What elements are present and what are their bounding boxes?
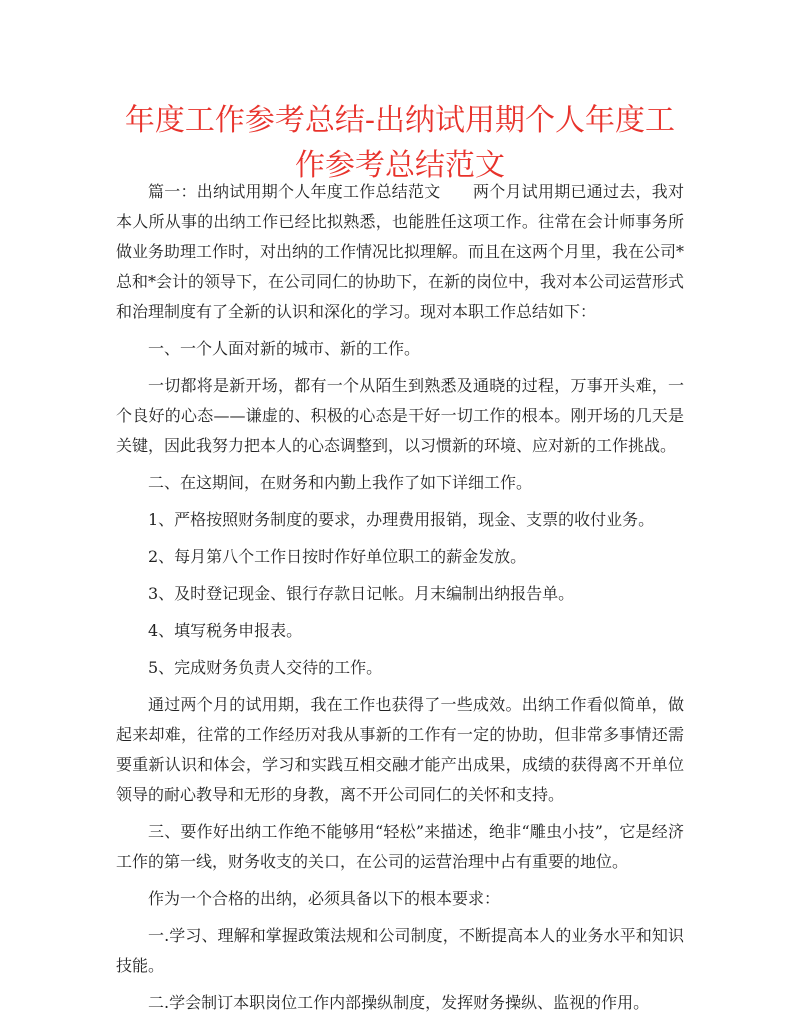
list-item: 4、填写税务申报表。 xyxy=(148,621,303,640)
paragraph-section-3: 三、要作好出纳工作绝不能够用“轻松”来描述，绝非“雕虫小技”，它是经济工作的第一线，财务收支的关口，在公司的运营治理中占有重要的地位。 xyxy=(116,822,684,871)
paragraph-intro: 篇一：出纳试用期个人年度工作总结范文 两个月试用期已通过去，我对本人所从事的出纳工作已经比拟熟悉，也能胜任这项工作。往常在会计师事务所做业务助理工作时，对出纳的工作情况比拟理解。而且在这两个月里，我在公司*总和*会计的领导下，在公司同仁的协助下，在新的岗位中，我对本公司运营形式和治理制度有了全新的认识和深化的学习。现对本职工作总结如下： xyxy=(116,182,685,321)
paragraph-section-2: 二、在这期间，在财务和内勤上我作了如下详细工作。 xyxy=(148,473,533,492)
list-item: 1、严格按照财务制度的要求，办理费用报销，现金、支票的收付业务。 xyxy=(148,510,655,529)
paragraph: 作为一个合格的出纳，必须具备以下的根本要求： xyxy=(148,889,501,908)
list-item: 一.学习、理解和掌握政策法规和公司制度，不断提高本人的业务水平和知识技能。 xyxy=(116,926,684,975)
list-item: 2、每月第八个工作日按时作好单位职工的薪金发放。 xyxy=(148,547,527,566)
document-body xyxy=(116,177,684,1018)
list-item: 3、及时登记现金、银行存款日记帐。月末编制出纳报告单。 xyxy=(148,584,575,603)
list-item: 5、完成财务负责人交待的工作。 xyxy=(148,658,383,677)
list-item: 二.学会制订本职岗位工作内部操纵制度，发挥财务操纵、监视的作用。 xyxy=(148,993,650,1012)
document-title: 年度工作参考总结-出纳试用期个人年度工作参考总结范文 xyxy=(124,103,676,183)
paragraph-section-1: 一、一个人面对新的城市、新的工作。 xyxy=(148,339,421,358)
paragraph: 一切都将是新开场，都有一个从陌生到熟悉及通晓的过程，万事开头难，一个良好的心态——谦虚的、积极的心态是干好一切工作的根本。刚开场的几天是关键，因此我努力把本人的心态调整到，以习惯新的环境、应对新的工作挑战。 xyxy=(116,376,684,455)
paragraph: 通过两个月的试用期，我在工作也获得了一些成效。出纳工作看似简单，做起来却难，往常的工作经历对我从事新的工作有一定的协助，但非常多事情还需要重新认识和体会，学习和实践互相交融才能产出成果，成绩的获得离不开单位领导的耐心教导和无形的身教，离不开公司同仁的关怀和支持。 xyxy=(116,695,684,804)
